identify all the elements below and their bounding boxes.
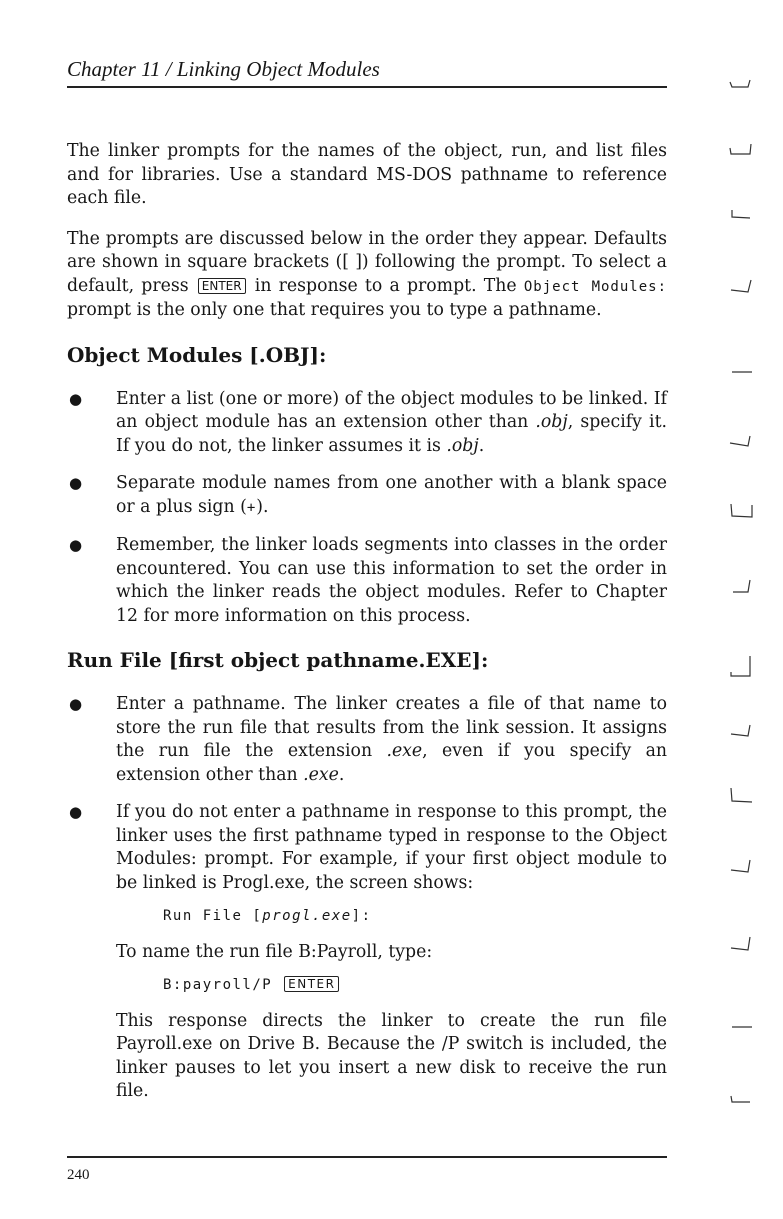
text-run: , specify it. If you do not, the linker assumes it is: [116, 412, 668, 456]
code-text: B:payroll/P: [163, 977, 273, 993]
plus-sign-code: +: [246, 499, 257, 516]
intro-p2-text-b: in response to a prompt. The: [247, 275, 524, 296]
list-item: [67, 801, 667, 895]
exe-extension: .exe: [303, 764, 339, 785]
run-file-prompt-example: [67, 905, 667, 929]
list-item-text: [116, 388, 667, 459]
section-heading-object-modules: Object Modules [.OBJ]:: [67, 342, 327, 367]
code-default-name: progl.exe: [262, 908, 352, 924]
chapter-header: Chapter 11 / Linking Object Modules: [67, 57, 380, 81]
page-body: [67, 140, 667, 1104]
code-text: Run File [: [163, 908, 263, 924]
list-item-text: Remember, the linker loads segments into classes in the order encountered. You can use this information to set the order in which the linker reads the object modules. Refer to Chapter 12 for more information on this process.: [116, 535, 667, 626]
bullet-icon: ●: [69, 389, 83, 408]
text-run: , even if you specify an extension other than: [116, 741, 668, 785]
text-run: Separate module names from one another with a blank space or a plus sign (: [116, 473, 667, 517]
text-run: ).: [256, 496, 269, 517]
intro-p2-text-c: prompt is the only one that requires you to type a pathname.: [67, 300, 602, 320]
list-item-text: If you do not enter a pathname in response to this prompt, the linker uses the first pathname typed in response to the Object Modules: prompt. For example, if your first object module to be linked is Progl.exe, the screen shows:: [116, 802, 667, 893]
list-item: [67, 534, 667, 628]
object-modules-list: [67, 388, 667, 629]
page-number: 240: [67, 1167, 90, 1183]
list-item-text: [116, 693, 667, 787]
header-rule: [67, 86, 667, 88]
final-paragraph: This response directs the linker to create the run file Payroll.exe on Drive B. Because the /P switch is included, the linker pauses to let you insert a new disk to receive the run file.: [116, 1010, 667, 1101]
obj-extension: .obj: [535, 412, 568, 432]
bullet-icon: ●: [69, 536, 83, 554]
text-run: .: [478, 435, 485, 456]
bullet-icon: ●: [69, 803, 83, 821]
text-run: Enter a pathname. The linker creates a file of that name to store the run file that results from the link session. It assigns the run file the extension: [116, 694, 667, 761]
exe-extension: .exe: [386, 741, 423, 761]
run-file-list: [67, 693, 667, 895]
section-heading-run-file: Run File [first object pathname.EXE]:: [67, 648, 489, 672]
name-run-file-paragraph: To name the run file B:Payroll, type:: [116, 941, 433, 962]
list-item-text: [116, 472, 667, 520]
code-text: ]:: [351, 908, 372, 924]
intro-paragraph-2: [67, 228, 667, 323]
list-item: [67, 388, 667, 459]
binding-margin-marks: [728, 60, 758, 1160]
text-run: .: [338, 764, 345, 785]
list-item: [67, 693, 667, 787]
intro-p2-text-a: The prompts are discussed below in the order they appear. Defaults are shown in square brackets ([ ]) following the prompt. To select a default, press: [67, 228, 667, 296]
payroll-command-example: [67, 974, 667, 998]
bullet-icon: ●: [69, 474, 83, 492]
footer-rule: [67, 1156, 667, 1158]
text-run: Enter a list (one or more) of the object modules to be linked. If an object module has an extension other than: [116, 388, 667, 432]
enter-key-icon: ENTER: [284, 976, 339, 992]
object-modules-prompt-code: Object Modules:: [523, 278, 667, 295]
intro-paragraph-1: The linker prompts for the names of the object, run, and list files and for libraries. Use a standard MS-DOS pathname to reference each file.: [67, 141, 667, 208]
obj-extension: .obj: [446, 435, 479, 456]
bullet-icon: ●: [69, 695, 83, 713]
list-item: [67, 472, 667, 520]
enter-key-icon: ENTER: [198, 278, 246, 294]
